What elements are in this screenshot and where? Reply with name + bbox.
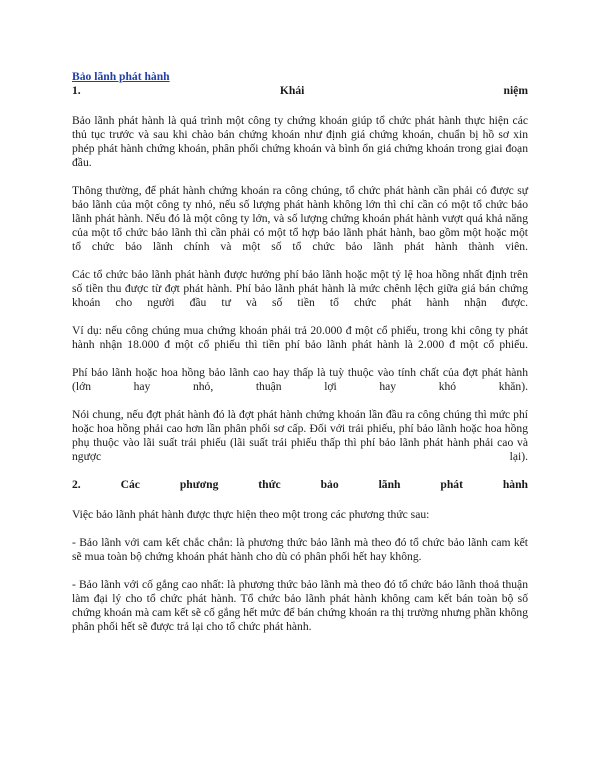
section-2-word: thức	[258, 478, 281, 491]
section-2-word: bảo	[320, 478, 339, 491]
section-2-word: lãnh	[378, 478, 401, 491]
paragraph-methods-intro: Việc bảo lãnh phát hành được thực hiện theo một trong các phương thức sau:	[72, 508, 430, 521]
section-2-word: hành	[502, 478, 528, 491]
section-2-word: phát	[440, 478, 463, 491]
paragraph-underwriting-syndicate: Thông thường, để phát hành chứng khoán ra công chúng, tổ chức phát hành cần phải có được sự bảo lãnh của một công ty nhỏ, nếu số lượng phát hành không lớn thì chỉ cần có một tổ chức bảo lãnh phát hành. Nếu đó là một công ty lớn, và số lượng chứng khoán phát hành vượt quá khả năng của một tổ chức bảo lãnh thì cần phải có một tổ hợp bảo lãnh phát hành, bao gồm một hoặc một tổ chức bảo lãnh chính và một số tổ chức bảo lãnh phát hành thành viên.	[72, 184, 528, 253]
section-heading-1	[72, 84, 528, 98]
section-2-word: Các	[120, 478, 140, 491]
section-1-number: 1.	[72, 84, 81, 97]
section-2-number: 2.	[72, 478, 81, 491]
paragraph-definition: Bảo lãnh phát hành là quá trình một công ty chứng khoán giúp tổ chức phát hành thực hiện các thủ tục trước và sau khi chào bán chứng khoán như định giá chứng khoán, chuẩn bị hồ sơ xin phép phát hành chứng khoán, phân phối chứng khoán và bình ổn giá chứng khoán trong giai đoạn đầu.	[72, 114, 528, 169]
paragraph-example: Ví dụ: nếu công chúng mua chứng khoán phải trả 20.000 đ một cổ phiếu, trong khi công ty phát hành nhận 18.000 đ một cổ phiếu thì tiền phí bảo lãnh phát hành là 2.000 đ một cổ phiếu.	[72, 324, 528, 351]
section-heading-2	[72, 478, 528, 492]
section-1-word: niệm	[503, 84, 528, 97]
paragraph-firm-commitment: - Bảo lãnh với cam kết chắc chắn: là phương thức bảo lãnh mà theo đó tổ chức bảo lãnh cam kết sẽ mua toàn bộ chứng khoán phát hành cho dù có phân phối hết hay không.	[72, 536, 528, 563]
paragraph-best-efforts: - Bảo lãnh với cố gắng cao nhất: là phương thức bảo lãnh mà theo đó tổ chức bảo lãnh thoả thuận làm đại lý cho tổ chức phát hành. Tổ chức bảo lãnh phát hành không cam kết bán toàn bộ số chứng khoán mà cam kết sẽ cố gắng hết mức để bán chứng khoán ra thị trường nhưng phần không phân phối hết sẽ được trả lại cho tổ chức phát hành.	[72, 578, 528, 633]
paragraph-fee-level: Phí bảo lãnh hoặc hoa hồng bảo lãnh cao hay thấp là tuỳ thuộc vào tính chất của đợt phát hành (lớn hay nhỏ, thuận lợi hay khó khăn).	[72, 366, 528, 393]
section-1-word: Khái	[279, 84, 305, 97]
section-2-word: phương	[179, 478, 219, 491]
document-page	[72, 70, 528, 648]
paragraph-underwriting-fee: Các tổ chức bảo lãnh phát hành được hưởng phí bảo lãnh hoặc một tỷ lệ hoa hồng nhất định trên số tiền thu được từ đợt phát hành. Phí bảo lãnh phát hành là mức chênh lệch giữa giá bán chứng khoán cho người đầu tư và số tiền tổ chức phát hành nhận được.	[72, 268, 528, 309]
paragraph-general: Nói chung, nếu đợt phát hành đó là đợt phát hành chứng khoán lần đầu ra công chúng thì mức phí hoặc hoa hồng phải cao hơn lần phân phối sơ cấp. Đối với trái phiếu, phí bảo lãnh hoặc hoa hồng phụ thuộc vào lãi suất trái phiếu (lãi suất trái phiếu thấp thì phí bảo lãnh phát hành phải cao và ngược lại).	[72, 408, 528, 463]
document-title-link[interactable]: Bảo lãnh phát hành	[72, 70, 170, 83]
